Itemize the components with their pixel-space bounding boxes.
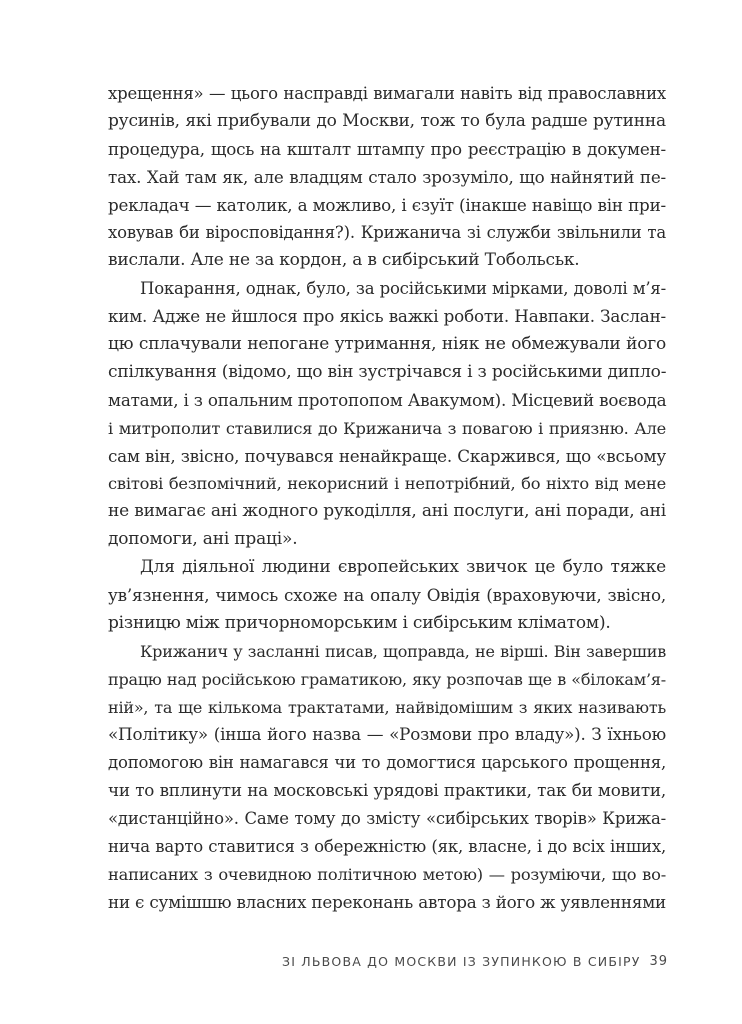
text-line: Покарання, однак, було, за російськими мірками, доволі м’я- (140, 279, 666, 299)
text-line: і митрополит ставилися до Крижанича з повагою і приязню. Але (108, 418, 666, 438)
text-line: цю сплачували непогане утримання, ніяк не обмежували його (108, 334, 666, 355)
text-line: сам він, звісно, почувався ненайкраще. Скаржився, що «всьому (108, 445, 666, 466)
text-line: ув’язнення, чимось схоже на опалу Овідія (враховуючи, звісно, (108, 585, 666, 606)
text-line: різницю між причорноморським і сибірським кліматом). (108, 612, 611, 633)
paragraph (108, 638, 666, 917)
text-line: ній», та ще кількома трактатами, найвідомішим з яких називають (108, 697, 666, 717)
text-line: процедура, щось на кшталт штампу про реєстрацію в докумен- (108, 138, 666, 159)
text-line: спілкування (відомо, що він зустрічався і з російськими дипло- (108, 361, 667, 382)
text-line: русинів, які прибували до Москви, тож то була радше рутинна (108, 110, 666, 131)
text-line: допомоги, ані праці». (108, 529, 298, 550)
page-number: 39 (649, 954, 668, 969)
text-line: «дистанційно». Саме тому до змісту «сибірських творів» Крижа- (108, 809, 666, 829)
text-line: нича варто ставитися з обережністю (як, власне, і до всіх інших, (108, 837, 666, 857)
text-line: ни є сумішшю власних переконань автора з його ж уявленнями (108, 891, 666, 912)
paragraph (108, 275, 666, 554)
text-line: «Політику» (інша його назва — «Розмови про владу»). З їхньою (108, 724, 666, 745)
running-title: ЗІ ЛЬВОВА ДО МОСКВИ ІЗ ЗУПИНКОЮ В СИБІРУ (282, 954, 641, 969)
text-line: тах. Хай там як, але владцям стало зрозуміло, що найнятий пе- (108, 166, 666, 187)
body-text (108, 80, 666, 917)
text-line: матами, і з опальним протопопом Авакумом). Місцевий воєвода (108, 389, 667, 410)
text-line: працю над російською граматикою, яку розпочав ще в «білокам’я- (108, 669, 666, 689)
text-line: Для діяльної людини європейських звичок це було тяжке (140, 557, 666, 578)
text-line: не вимагає ані жодного рукоділля, ані послуги, ані поради, ані (108, 501, 666, 522)
text-line: ховував би віросповідання?). Крижанича зі служби звільнили та (108, 223, 666, 243)
text-line: хрещення» — цього насправді вимагали навіть від православних (108, 84, 666, 103)
text-line: написаних з очевидною політичною метою) — розуміючи, що во- (108, 864, 666, 884)
text-line: рекладач — католик, а можливо, і єзуїт (інакше навіщо він при- (108, 194, 666, 215)
text-line: ким. Адже не йшлося про якісь важкі роботи. Навпаки. Заслан- (108, 306, 666, 327)
paragraph (108, 554, 666, 638)
text-line: чи то вплинути на московські урядові практики, так би мовити, (108, 780, 666, 801)
text-line: Крижанич у засланні писав, щоправда, не вірші. Він завершив (140, 641, 666, 661)
text-line: світові безпомічний, некорисний і непотрібний, бо ніхто від мене (108, 474, 666, 494)
paragraph (108, 80, 666, 275)
text-line: вислали. Але не за кордон, а в сибірський Тобольськ. (108, 250, 580, 271)
text-line: допомогою він намагався чи то домогтися царського прощення, (108, 753, 666, 773)
page-footer (282, 954, 668, 974)
